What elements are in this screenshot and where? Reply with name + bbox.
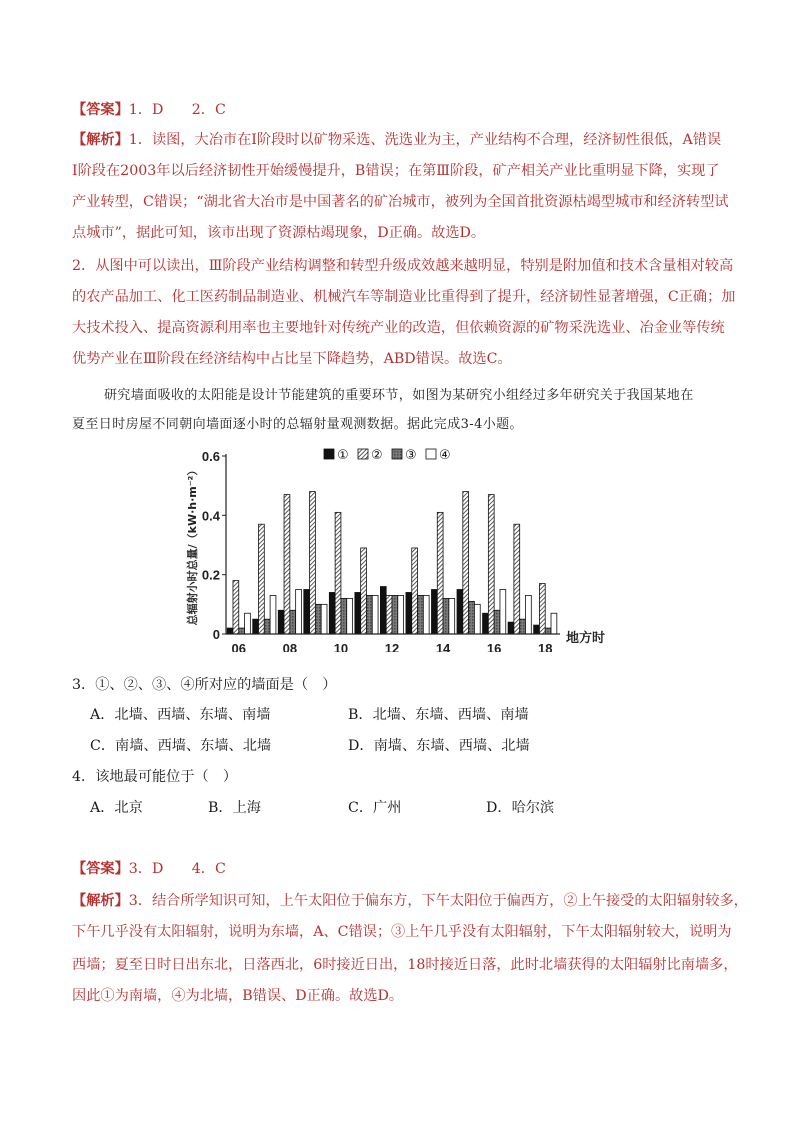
bar-③-14: [443, 598, 449, 634]
legend-swatch-②: [358, 449, 368, 459]
bar-③-15: [469, 601, 475, 634]
bar-③-18: [545, 628, 551, 634]
analysis-tag: 【解析】: [72, 132, 129, 148]
bar-③-17: [520, 619, 526, 634]
bar-①-8: [278, 610, 284, 634]
bar-③-10: [341, 598, 347, 634]
bar-①-10: [329, 592, 335, 634]
analysis-1-line-1: [72, 130, 721, 150]
bar-③-12: [392, 595, 398, 634]
bar-①-18: [534, 625, 540, 634]
analysis-1-line-4: 点城市”，据此可知，该市出现了资源枯竭现象，D正确。故选D。: [72, 225, 486, 241]
question-3-option-d[interactable]: D．南墙、东墙、西墙、北墙: [348, 738, 530, 754]
bar-④-10: [347, 598, 353, 634]
bar-①-6: [227, 628, 233, 634]
question-4-option-d[interactable]: D．哈尔滨: [486, 800, 555, 816]
y-tick-label: 0.2: [201, 567, 220, 583]
bar-③-7: [264, 619, 270, 634]
bar-②-12: [386, 595, 392, 634]
bar-②-17: [514, 524, 520, 634]
bar-①-13: [406, 592, 412, 634]
bar-②-14: [437, 512, 443, 634]
intro-line-2: 夏至日时房屋不同朝向墙面逐小时的总辐射量观测数据。据此完成3-4小题。: [72, 417, 523, 432]
legend-swatch-①: [324, 449, 334, 459]
bar-①-14: [431, 590, 437, 635]
bar-②-18: [539, 584, 545, 634]
bar-④-9: [321, 604, 327, 634]
answer-tag-2: 【答案】: [72, 861, 129, 877]
analysis-1-line-8: 优势产业在Ⅲ阶段在经济结构中占比呈下降趋势，ABD错误。故选C。: [72, 351, 512, 367]
bar-④-14: [449, 598, 455, 634]
y-tick-label: 0.4: [201, 508, 220, 524]
analysis-1-line-6: 的农产品加工、化工医药制品制造业、机械汽车等制造业比重得到了提升，经济韧性显著增强，C正确；加: [72, 289, 736, 305]
answer-tag: 【答案】: [72, 102, 129, 118]
bar-④-7: [270, 595, 276, 634]
bar-①-16: [483, 613, 489, 634]
question-3-stem: 3．①、②、③、④所对应的墙面是（ ）: [72, 677, 337, 693]
question-4-option-b[interactable]: B．上海: [208, 800, 261, 816]
bar-③-11: [366, 595, 372, 634]
bar-①-17: [508, 622, 514, 634]
legend-label-②: ②: [371, 448, 383, 463]
analysis-2-line-3: 西墙；夏至日时日出东北，日落西北，6时接近日出，18时接近日落，此时北墙获得的太阳辐射比南墙多，: [72, 957, 738, 973]
x-tick-label: 16: [486, 641, 502, 652]
bar-②-8: [284, 495, 290, 634]
analysis-tag-2: 【解析】: [72, 893, 129, 909]
question-4-option-a[interactable]: A．北京: [90, 800, 143, 816]
analysis-1-line-2: Ⅰ阶段在2003年以后经济韧性开始缓慢提升，B错误；在第Ⅲ阶段，矿产相关产业比重明显下降，实现了: [72, 163, 720, 179]
bar-③-6: [239, 628, 245, 634]
bar-④-11: [372, 595, 378, 634]
question-3-option-b[interactable]: B．北墙、东墙、西墙、南墙: [348, 707, 529, 723]
answer-text-2: 3．D 4．C: [128, 861, 226, 877]
y-axis-label: 总辐射小时总量/（kW·h·m⁻²）: [186, 464, 199, 626]
question-4-option-c[interactable]: C．广州: [348, 800, 402, 816]
x-tick-label: 10: [333, 641, 349, 652]
analysis-text: 1．读图，大冶市在Ⅰ阶段时以矿物采选、洗选业为主，产业结构不合理，经济韧性很低，A错误: [128, 132, 722, 148]
intro-line-1: 研究墙面吸收的太阳能是设计节能建筑的重要环节，如图为某研究小组经过多年研究关于我国某地在: [104, 388, 694, 403]
bar-③-13: [418, 595, 424, 634]
bar-①-15: [457, 590, 463, 635]
x-axis-label: 地方时: [566, 631, 606, 646]
bar-②-13: [412, 548, 418, 634]
bar-②-6: [233, 581, 239, 634]
bar-④-13: [423, 595, 429, 634]
bar-③-8: [290, 610, 296, 634]
bar-④-18: [551, 613, 557, 634]
bar-④-12: [398, 595, 404, 634]
bar-①-11: [355, 592, 361, 634]
x-tick-label: 12: [384, 641, 400, 652]
question-3-option-a[interactable]: A．北墙、西墙、东墙、南墙: [90, 707, 271, 723]
answer-line-2: [72, 859, 226, 879]
x-tick-label: 08: [282, 641, 298, 652]
bar-②-16: [488, 495, 494, 634]
analysis-2-line-4: 因此①为南墙，④为北墙，B错误、D正确。故选D。: [72, 988, 404, 1004]
y-tick-label: 0: [212, 627, 220, 642]
x-tick-label: 06: [231, 641, 247, 652]
bar-③-9: [315, 604, 321, 634]
x-tick-label: 14: [435, 641, 451, 652]
analysis-2-text: 3．结合所学知识可知，上午太阳位于偏东方，下午太阳位于偏西方，②上午接受的太阳辐射较多，: [128, 893, 748, 909]
bar-②-10: [335, 512, 341, 634]
answer-line-1: [72, 100, 226, 120]
analysis-2-line-2: 下午几乎没有太阳辐射，说明为东墙，A、C错误；③上午几乎没有太阳辐射，下午太阳辐射较大，说明为: [72, 924, 732, 940]
bar-④-16: [500, 590, 506, 635]
bar-④-6: [245, 613, 251, 634]
question-3-option-c[interactable]: C．南墙、西墙、东墙、北墙: [90, 738, 272, 754]
bar-④-8: [296, 590, 302, 635]
bar-②-15: [463, 492, 469, 634]
x-tick-label: 18: [537, 641, 553, 652]
legend-swatch-④: [426, 449, 436, 459]
bar-④-17: [525, 595, 531, 634]
radiation-bar-chart: [178, 442, 618, 652]
analysis-1-line-3: 产业转型，C错误；“湖北省大冶市是中国著名的矿冶城市，被列为全国首批资源枯竭型城市和经济转型试: [72, 194, 729, 210]
bar-①-12: [380, 587, 386, 634]
legend-label-④: ④: [439, 448, 451, 463]
question-4-stem: 4．该地最可能位于（ ）: [72, 769, 238, 785]
bar-②-7: [259, 524, 265, 634]
legend-swatch-③: [392, 449, 402, 459]
analysis-1-line-7: 大技术投入、提高资源利用率也主要地针对传统产业的改造，但依赖资源的矿物采洗选业、冶金业等传统: [72, 320, 725, 336]
analysis-2-line-1: [72, 891, 748, 911]
bar-④-15: [474, 604, 480, 634]
bar-①-9: [304, 590, 310, 635]
y-tick-label: 0.6: [201, 449, 220, 464]
bar-①-7: [253, 619, 259, 634]
bar-②-9: [310, 492, 316, 634]
bar-②-11: [361, 548, 367, 634]
bar-③-16: [494, 610, 500, 634]
legend-label-①: ①: [337, 448, 349, 463]
legend-label-③: ③: [405, 448, 417, 463]
answer-text: 1．D 2．C: [128, 102, 226, 118]
analysis-1-line-5: 2．从图中可以读出，Ⅲ阶段产业结构调整和转型升级成效越来越明显，特别是附加值和技术含量相对较高: [72, 258, 734, 274]
